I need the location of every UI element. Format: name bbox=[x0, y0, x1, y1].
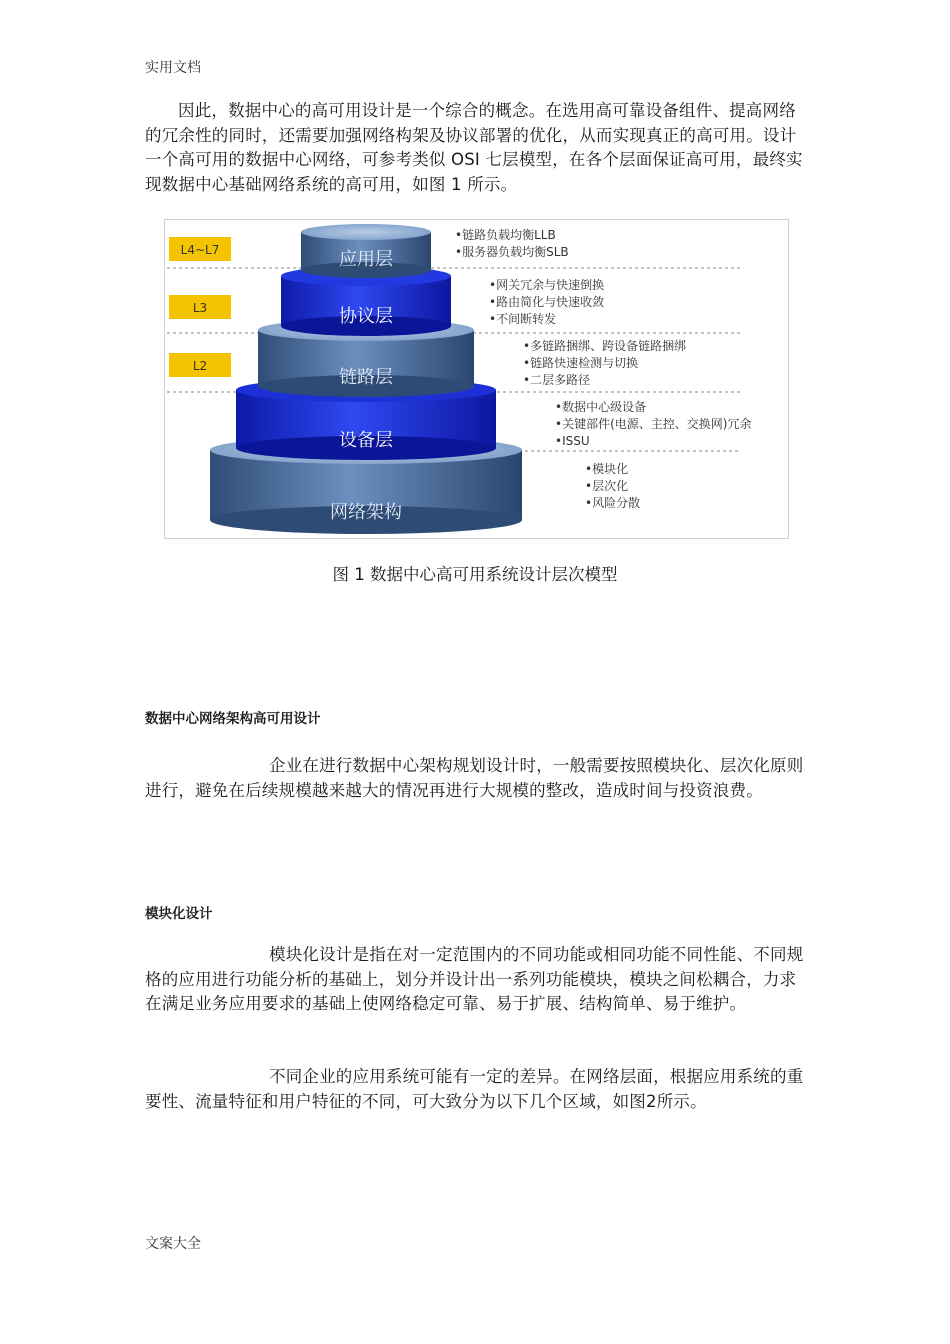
note-text: •层次化 bbox=[585, 479, 629, 493]
layer-tag-label: L4~L7 bbox=[180, 243, 220, 257]
section-heading: 模块化设计 bbox=[145, 906, 213, 922]
note-text: •数据中心级设备 bbox=[555, 400, 647, 414]
note-text: •风险分散 bbox=[585, 496, 641, 510]
layer-label: 设备层 bbox=[339, 430, 393, 451]
layer-label: 链路层 bbox=[339, 367, 393, 388]
layer-application bbox=[301, 224, 431, 278]
figure-caption: 图 1 数据中心高可用系统设计层次模型 bbox=[332, 565, 618, 584]
layer-label: 网络架构 bbox=[330, 502, 402, 523]
note-text: •链路快速检测与切换 bbox=[523, 356, 639, 370]
layer-tag-l4-l7 bbox=[169, 237, 231, 261]
layer-model-figure bbox=[164, 219, 789, 539]
note-text: •网关冗余与快速倒换 bbox=[489, 278, 605, 292]
note-text: •服务器负载均衡SLB bbox=[455, 245, 569, 259]
layer-pyramid-diagram bbox=[165, 220, 788, 538]
section-paragraph: 企业在进行数据中心架构规划设计时，一般需要按照模块化、层次化原则进行，避免在后续规模越来越大的情况再进行大规模的整改，造成时间与投资浪费。 bbox=[145, 756, 804, 800]
note-text: •路由简化与快速收敛 bbox=[489, 295, 605, 309]
layer-tag-label: L2 bbox=[192, 359, 208, 373]
layer-tag-l2 bbox=[169, 353, 231, 377]
note-text: •链路负载均衡LLB bbox=[455, 228, 556, 242]
note-text: •多链路捆绑、跨设备链路捆绑 bbox=[523, 339, 687, 353]
layer-tag-label: L3 bbox=[192, 301, 208, 315]
page-footer: 文案大全 bbox=[145, 1236, 201, 1252]
note-text: •二层多路径 bbox=[523, 373, 591, 387]
section-paragraph: 不同企业的应用系统可能有一定的差异。在网络层面，根据应用系统的重要性、流量特征和用户特征的不同，可大致分为以下几个区域，如图2所示。 bbox=[145, 1067, 804, 1111]
note-text: •关键部件(电源、主控、交换网)冗余 bbox=[555, 417, 752, 431]
note-text: •ISSU bbox=[555, 434, 590, 448]
note-text: •不间断转发 bbox=[489, 312, 557, 326]
section-paragraph: 模块化设计是指在对一定范围内的不同功能或相同功能不同性能、不同规格的应用进行功能分析的基础上，划分并设计出一系列功能模块，模块之间松耦合，力求在满足业务应用要求的基础上使网络稳定可靠、易于扩展、结构简单、易于维护。 bbox=[145, 945, 804, 1013]
intro-paragraph: 因此，数据中心的高可用设计是一个综合的概念。在选用高可靠设备组件、提高网络的冗余性的同时，还需要加强网络构架及协议部署的优化，从而实现真正的高可用。设计一个高可用的数据中心网络，可参考类似 OSI 七层模型，在各个层面保证高可用，最终实现数据中心基础网络系统的高可用，如图 1 所示。 bbox=[145, 101, 803, 194]
page-header: 实用文档 bbox=[145, 60, 201, 76]
layer-tag-l3 bbox=[169, 295, 231, 319]
layer-label: 应用层 bbox=[339, 249, 393, 270]
section-heading: 数据中心网络架构高可用设计 bbox=[145, 711, 321, 727]
note-text: •模块化 bbox=[585, 462, 629, 476]
layer-label: 协议层 bbox=[339, 306, 393, 327]
